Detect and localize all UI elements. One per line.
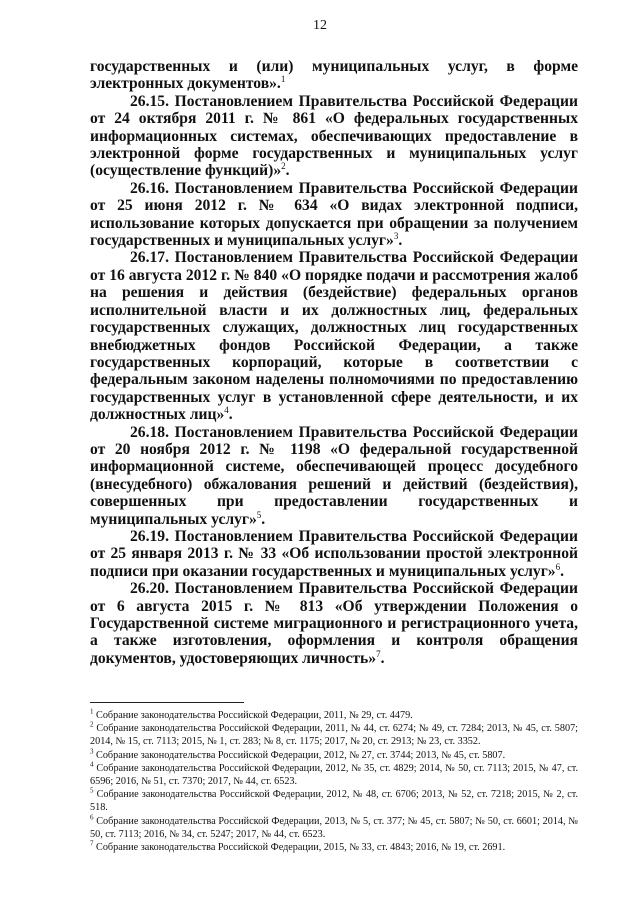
footnote-text: Собрание законодательства Российской Федерации, 2015, № 33, ст. 4843; 2016, № 19, ст. 2691. (96, 842, 506, 854)
paragraph-text: 26.20. Постановлением Правительства Российской Федерации от 6 августа 2015 г. № 813 «Об утверждении Положения о Государственной системе миграционного и регистрационного учета, а также изготовления, оформления и контроля обращения документов, удостоверяющих личность» (90, 580, 578, 667)
footnote-5 (90, 788, 578, 814)
footnote-ref: 5 (256, 509, 262, 520)
paragraph-text: 26.15. Постановлением Правительства Российской Федерации от 24 октября 2011 г. № 861 «О федеральных государственных информационных системах, обеспечивающих предоставление в электронной форме государственных и муниципальных услуг (осуществление функций)» (90, 92, 578, 180)
footnote-text: Собрание законодательства Российской Федерации, 2012, № 48, ст. 6706; 2013, № 52, ст. 7218; 2015, № 2, ст. 518. (90, 789, 579, 814)
footnote-ref: 3 (393, 230, 399, 241)
footnote-number: 2 (90, 720, 94, 729)
footnote-number: 4 (90, 760, 94, 769)
footnote-6 (90, 815, 578, 841)
page-number: 12 (313, 18, 327, 33)
footnote-number: 1 (90, 707, 94, 716)
footnote-text: Собрание законодательства Российской Федерации, 2012, № 27, ст. 3744; 2013, № 45, ст. 5807. (96, 749, 506, 761)
footnote-ref: 4 (224, 404, 229, 415)
paragraph-26-19: 26.19. Постановлением Правительства Российской Федерации от 25 января 2013 г. № 33 «Об использовании простой электронной подписи при оказании государственных и муниципальных услуг»$^6$. (90, 527, 578, 580)
footnote-2 (90, 722, 578, 748)
main-text (90, 58, 578, 667)
paragraph-26-17: 26.17. Постановлением Правительства Российской Федерации от 16 августа 2012 г. № 840 «О порядке подачи и рассмотрения жалоб на решения и действия (бездействие) федеральных органов исполнительной власти и их должностных лиц, федеральных государственных служащих, должностных лиц государственных внебюджетных фондов Российской Федерации, а также государственных корпораций, которые в соответствии с федеральным законом наделены полномочиями по предоставлению государственных услуг в установленной сфере деятельности, и их должностных лиц»$^4$. (90, 249, 578, 424)
footnote-4 (90, 762, 578, 788)
footnote-ref: 1 (280, 74, 286, 85)
footnote-1 (90, 709, 578, 722)
footnote-3 (90, 749, 578, 762)
footnote-text: Собрание законодательства Российской Федерации, 2011, № 44, ст. 6274; № 49, ст. 7284; 2013, № 45, ст. 5807; 2014, № 15, ст. 7113; 2015, № 1, ст. 283; № 8, ст. 1175; 2017, № 20, ст. 2913; № 23, ст. 3352. (90, 723, 579, 748)
footnote-separator (90, 702, 244, 703)
paragraph-text: государственных и (или) муниципальных услуг, в форме электронных документов» (90, 58, 578, 93)
footnote-ref: 2 (281, 161, 286, 172)
footnote-text: Собрание законодательства Российской Федерации, 2012, № 35, ст. 4829; 2014, № 50, ст. 7113; 2015, № 47, ст. 6596; 2016, № 51, ст. 7370; 2017, № 44, ст. 6523. (90, 762, 579, 788)
paragraph-26-20: 26.20. Постановлением Правительства Российской Федерации от 6 августа 2015 г. № 813 «Об утверждении Положения о Государственной системе миграционного и регистрационного учета, а также изготовления, оформления и контроля обращения документов, удостоверяющих личность»$^7$. (90, 580, 578, 667)
paragraph-text: 26.16. Постановлением Правительства Российской Федерации от 25 июня 2012 г. № 634 «О видах электронной подписи, использование которых допускается при обращении за получением государственных и муниципальных услуг» (90, 179, 578, 250)
footnote-number: 7 (90, 839, 94, 848)
footnote-7 (90, 841, 578, 854)
footnote-text: Собрание законодательства Российской Федерации, 2013, № 5, ст. 377; № 45, ст. 5807; № 50, ст. 6601; 2014, № 50, ст. 7113; 2016, № 34, ст. 5247; 2017, № 44, ст. 6523. (90, 815, 579, 840)
paragraph-text: 26.18. Постановлением Правительства Российской Федерации от 20 ноября 2012 г. № 1198 «О федеральной государственной информационной системе, обеспечивающей процесс досудебного (внесудебного) обжалования решений и действий (бездействия), совершенных при предоставлении государственных и муниципальных услуг» (90, 423, 578, 528)
paragraph-text: 26.19. Постановлением Правительства Российской Федерации от 25 января 2013 г. № 33 «Об использовании простой электронной подписи при оказании государственных и муниципальных услуг» (90, 527, 578, 580)
footnote-text: Собрание законодательства Российской Федерации, 2011, № 29, ст. 4479. (96, 710, 413, 721)
footnote-ref: 7 (376, 648, 381, 659)
footnotes (90, 709, 578, 854)
paragraph-26-16: 26.16. Постановлением Правительства Российской Федерации от 25 июня 2012 г. № 634 «О видах электронной подписи, использование которых допускается при обращении за получением государственных и муниципальных услуг»$^3$. (90, 179, 578, 250)
paragraph-26-15: 26.15. Постановлением Правительства Российской Федерации от 24 октября 2011 г. № 861 «О федеральных государственных информационных системах, обеспечивающих предоставление в электронной форме государственных и муниципальных услуг (осуществление функций)»$^2$. (90, 92, 578, 180)
footnote-number: 5 (90, 786, 94, 795)
footnote-number: 6 (90, 813, 94, 822)
paragraph-26-18: 26.18. Постановлением Правительства Российской Федерации от 20 ноября 2012 г. № 1198 «О федеральной государственной информационной системе, обеспечивающей процесс досудебного (внесудебного) обжалования решений и действий (бездействия), совершенных при предоставлении государственных и муниципальных услуг»$^5$. (90, 423, 578, 528)
footnote-ref: 6 (555, 561, 561, 572)
paragraph-text: 26.17. Постановлением Правительства Российской Федерации от 16 августа 2012 г. № 840 «О порядке подачи и рассмотрения жалоб на решения и действия (бездействие) федеральных органов исполнительной власти и их должностных лиц, федеральных государственных служащих, должностных лиц государственных внебюджетных фондов Российской Федерации, а также государственных корпораций, которые в соответствии с федеральным законом наделены полномочиями по предоставлению государственных услуг в установленной сфере деятельности, и их должностных лиц» (90, 249, 578, 424)
paragraph-continuation: государственных и (или) муниципальных услуг, в форме электронных документов».$^1$ (90, 58, 578, 93)
footnote-number: 3 (90, 747, 94, 756)
